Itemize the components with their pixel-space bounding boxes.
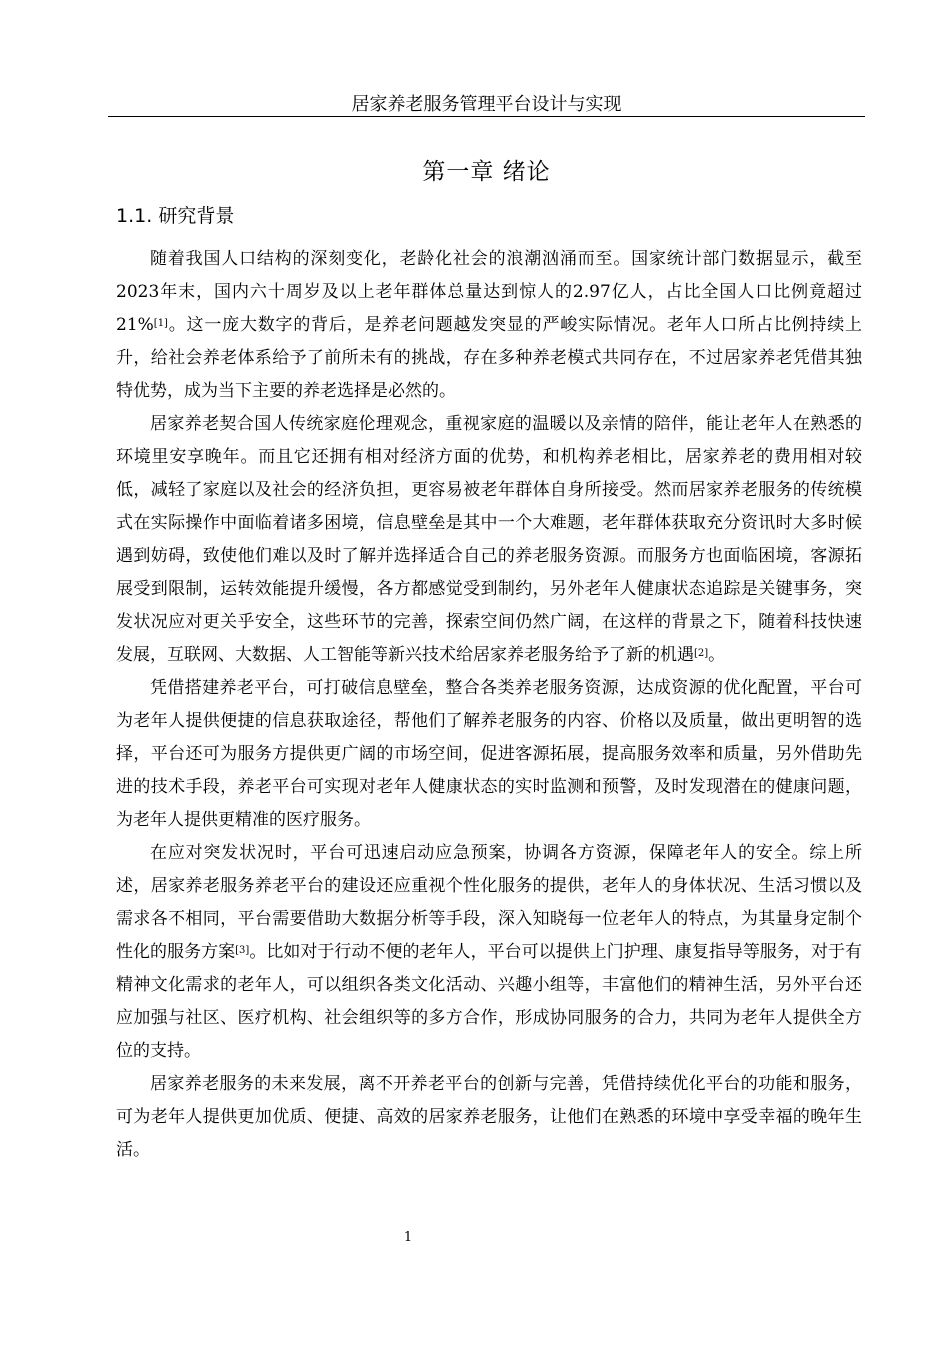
- body-text: [116, 243, 862, 1167]
- paragraph-4-text-a: 在应对突发状况时，平台可迅速启动应急预案，协调各方资源，保障老年人的安全。综上所述，居家养老服务养老平台的建设还应重视个性化服务的提供，老年人的身体状况、生活习惯以及需求各不相同，平台需要借助大数据分析等手段，深入知晓每一位老年人的特点，为其量身定制个性化的服务方案: [116, 843, 862, 962]
- section-heading: [116, 202, 234, 230]
- paragraph-2-text-a: 居家养老契合国人传统家庭伦理观念，重视家庭的温暖以及亲情的陪伴，能让老年人在熟悉的环境里安享晚年。而且它还拥有相对经济方面的优势，和机构养老相比，居家养老的费用相对较低，减轻了家庭以及社会的经济负担，更容易被老年群体自身所接受。然而居家养老服务的传统模式在实际操作中面临着诸多困境，信息壁垒是其中一个大难题，老年群体获取充分资讯时大多时候遇到妨碍，致使他们难以及时了解并选择适合自己的养老服务资源。而服务方也面临困境，客源拓展受到限制，运转效能提升缓慢，各方都感觉受到制约，另外老年人健康状态追踪是关键事务，突发状况应对更关乎安全，这些环节的完善，探索空间仍然广阔，在这样的背景之下，随着科技快速发展，互联网、大数据、人工智能等新兴技术给居家养老服务给予了新的机遇: [116, 414, 862, 665]
- paragraph-3: [116, 672, 862, 837]
- paragraph-5: [116, 1068, 862, 1167]
- paragraph-2-text-b: 。: [708, 645, 726, 665]
- citation-2: [2]: [694, 648, 709, 659]
- citation-1: [1]: [153, 318, 168, 329]
- paragraph-5-text: 居家养老服务的未来发展，离不开养老平台的创新与完善，凭借持续优化平台的功能和服务，可为老年人提供更加优质、便捷、高效的居家养老服务，让他们在熟悉的环境中享受幸福的晚年生活。: [116, 1074, 862, 1160]
- section-title-text: 研究背景: [158, 205, 235, 227]
- chapter-title: 第一章 绪论: [422, 159, 551, 185]
- paragraph-2: [116, 408, 862, 672]
- section-number: 1.1.: [116, 205, 153, 227]
- page-number: 1: [403, 1230, 413, 1245]
- paragraph-1: [116, 243, 862, 408]
- paragraph-4-text-b: 。比如对于行动不便的老年人，平台可以提供上门护理、康复指导等服务，对于有精神文化需求的老年人，可以组织各类文化活动、兴趣小组等，丰富他们的精神生活，另外平台还应加强与社区、医疗机构、社会组织等的多方合作，形成协同服务的合力，共同为老年人提供全方位的支持。: [116, 942, 863, 1061]
- citation-3: [3]: [235, 945, 250, 956]
- header-rule: [108, 116, 865, 117]
- running-header: 居家养老服务管理平台设计与实现: [351, 94, 622, 115]
- paragraph-1-text-a: 随着我国人口结构的深刻变化，老龄化社会的浪潮汹涌而至。国家统计部门数据显示，截至2023年末，国内六十周岁及以上老年群体总量达到惊人的2.97亿人，占比全国人口比例竟超过21%: [116, 249, 862, 335]
- paragraph-1-text-b: 。这一庞大数字的背后，是养老问题越发突显的严峻实际情况。老年人口所占比例持续上升，给社会养老体系给予了前所未有的挑战，存在多种养老模式共同存在，不过居家养老凭借其独特优势，成为当下主要的养老选择是必然的。: [116, 315, 862, 401]
- paragraph-3-text: 凭借搭建养老平台，可打破信息壁垒，整合各类养老服务资源，达成资源的优化配置，平台可为老年人提供便捷的信息获取途径，帮他们了解养老服务的内容、价格以及质量，做出更明智的选择，平台还可为服务方提供更广阔的市场空间，促进客源拓展，提高服务效率和质量，另外借助先进的技术手段，养老平台可实现对老年人健康状态的实时监测和预警，及时发现潜在的健康问题，为老年人提供更精准的医疗服务。: [116, 678, 862, 830]
- paragraph-4: [116, 837, 862, 1068]
